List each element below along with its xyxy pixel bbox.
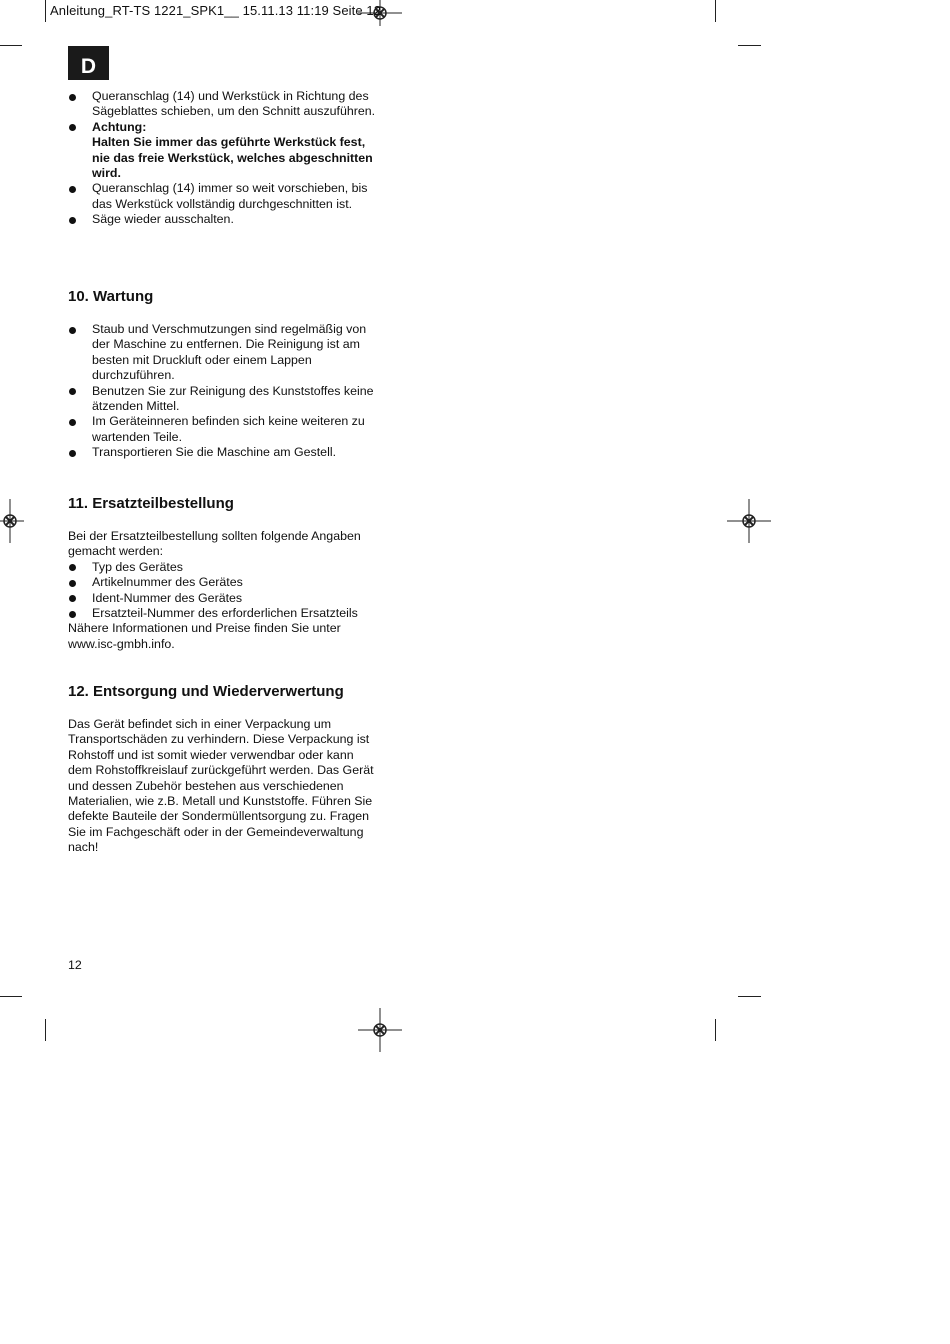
- list-item: Artikelnummer des Gerätes: [68, 575, 378, 590]
- list-item: Staub und Verschmutzungen sind regelmäßig von der Maschine zu entfernen. Die Reinigung ist am besten mit Druckluft oder einem Lappen durchzuführen.: [68, 322, 378, 384]
- crop-mark: [715, 0, 716, 22]
- section-heading: 12. Entsorgung und Wiederverwertung: [68, 683, 344, 700]
- list-item: Typ des Gerätes: [68, 560, 378, 575]
- crop-mark: [738, 996, 761, 997]
- paragraph: Das Gerät befindet sich in einer Verpackung um Transportschäden zu verhindern. Diese Verpackung ist Rohstoff und ist somit wieder verwendbar oder kann dem Rohstoffkreislauf zurückgeführt werden. Das Gerät und dessen Zubehör bestehen aus verschiedenen Materialien, wie z.B. Metall und Kunststoffe. Führen Sie defekte Bauteile der Sondermüllentsorgung zu. Fragen Sie im Fachgeschäft oder in der Gemeindeverwaltung nach!: [68, 717, 374, 855]
- language-badge: D: [68, 46, 109, 80]
- registration-mark-bottom: [358, 1008, 402, 1052]
- section-heading: 11. Ersatzteilbestellung: [68, 495, 234, 512]
- list-item: Queranschlag (14) und Werkstück in Richtung des Sägeblattes schieben, um den Schnitt auszuführen.: [68, 89, 378, 120]
- print-slug: Anleitung_RT-TS 1221_SPK1__ 15.11.13 11:19 Seite 12: [50, 3, 382, 18]
- list-item: Ident-Nummer des Gerätes: [68, 591, 378, 606]
- crop-mark: [738, 45, 761, 46]
- list-item: Im Geräteinneren befinden sich keine weiteren zu wartenden Teile.: [68, 414, 378, 445]
- section-ersatzteilbestellung: [68, 495, 378, 652]
- section-entsorgung: [68, 683, 378, 856]
- intro-list: [68, 89, 378, 228]
- list-item: Benutzen Sie zur Reinigung des Kunststoffes keine ätzenden Mittel.: [68, 384, 378, 415]
- list-item: Ersatzteil-Nummer des erforderlichen Ersatzteils: [68, 606, 378, 621]
- crop-mark: [0, 996, 22, 997]
- registration-mark-left: [0, 499, 24, 543]
- list-item: Transportieren Sie die Maschine am Gestell.: [68, 445, 378, 460]
- page-number: 12: [68, 958, 82, 972]
- list-item: Säge wieder ausschalten.: [68, 212, 378, 227]
- paragraph: Nähere Informationen und Preise finden Sie unter www.isc-gmbh.info.: [68, 621, 341, 651]
- section-wartung: [68, 288, 378, 461]
- crop-mark: [715, 1019, 716, 1041]
- section-heading: 10. Wartung: [68, 288, 154, 305]
- crop-mark: [0, 45, 22, 46]
- registration-mark-right: [727, 499, 771, 543]
- warning-text: Halten Sie immer das geführte Werkstück fest, nie das freie Werkstück, welches abgeschnitten wird.: [92, 135, 373, 181]
- crop-mark: [45, 1019, 46, 1041]
- warning-title: Achtung:: [92, 119, 147, 134]
- crop-mark: [45, 0, 46, 22]
- warning-item: [68, 120, 378, 182]
- list-item: Queranschlag (14) immer so weit vorschieben, bis das Werkstück vollständig durchgeschnitten ist.: [68, 181, 378, 212]
- paragraph: Bei der Ersatzteilbestellung sollten folgende Angaben gemacht werden:: [68, 529, 361, 559]
